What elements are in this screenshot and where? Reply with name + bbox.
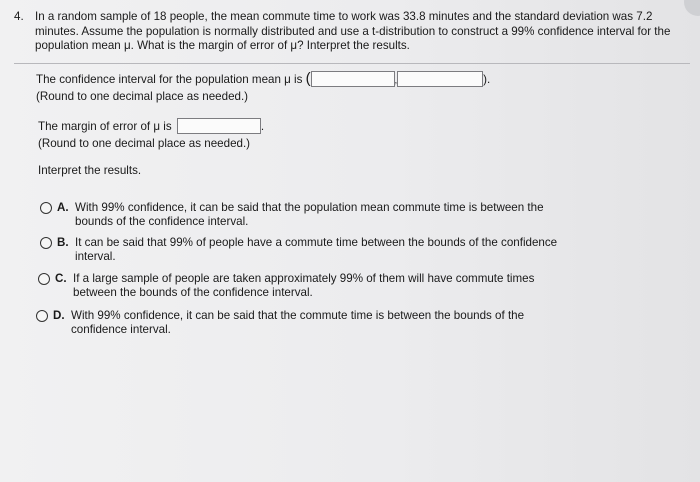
radio-c[interactable]: [38, 273, 50, 285]
moe-label: The margin of error of μ is: [38, 120, 172, 134]
ci-close: ).: [483, 73, 491, 87]
ci-lower-input[interactable]: [311, 71, 395, 87]
option-a[interactable]: [40, 201, 560, 228]
question-prompt: [14, 10, 686, 54]
ci-hint: (Round to one decimal place as needed.): [36, 90, 249, 103]
interpret-label: Interpret the results.: [38, 164, 142, 177]
radio-a[interactable]: [40, 202, 52, 214]
ci-comma: ,: [394, 75, 398, 86]
ci-open-paren: (: [305, 69, 311, 87]
option-c-letter: C.: [55, 272, 67, 285]
ci-label: The confidence interval for the population mean μ is: [36, 73, 303, 87]
divider: [14, 63, 690, 64]
option-b-text: It can be said that 99% of people have a commute time between the bounds of the confidence interval.: [75, 236, 558, 263]
option-a-text: With 99% confidence, it can be said that the population mean commute time is between the bounds of the confidence interval.: [75, 201, 544, 228]
option-b-letter: B.: [57, 236, 69, 249]
ci-upper-input[interactable]: [394, 71, 483, 87]
option-d-letter: D.: [53, 309, 65, 322]
option-a-letter: A.: [57, 201, 69, 214]
question-number: 4.: [14, 10, 24, 23]
option-b[interactable]: [40, 236, 560, 263]
option-c[interactable]: [38, 272, 558, 299]
moe-input[interactable]: [177, 118, 261, 134]
moe-row: [38, 119, 264, 135]
option-d[interactable]: [36, 309, 556, 336]
option-c-text: If a large sample of people are taken approximately 99% of them will have commute times between the bounds of the confidence interval.: [73, 272, 535, 299]
radio-b[interactable]: [40, 237, 52, 249]
option-d-text: With 99% confidence, it can be said that the commute time is between the bounds of the confidence interval.: [71, 309, 525, 336]
radio-d[interactable]: [36, 310, 48, 322]
corner-button[interactable]: [684, 0, 700, 16]
moe-hint: (Round to one decimal place as needed.): [38, 137, 251, 150]
question-text: In a random sample of 18 people, the mean commute time to work was 33.8 minutes and the standard deviation was 7.2 minutes. Assume the population is normally distributed and use a t-distribution to construct a 99% confidence interval for the population mean μ. What is the margin of error of μ? Interpret the results.: [35, 10, 671, 53]
moe-end: .: [260, 120, 265, 134]
ci-row: [36, 69, 491, 88]
